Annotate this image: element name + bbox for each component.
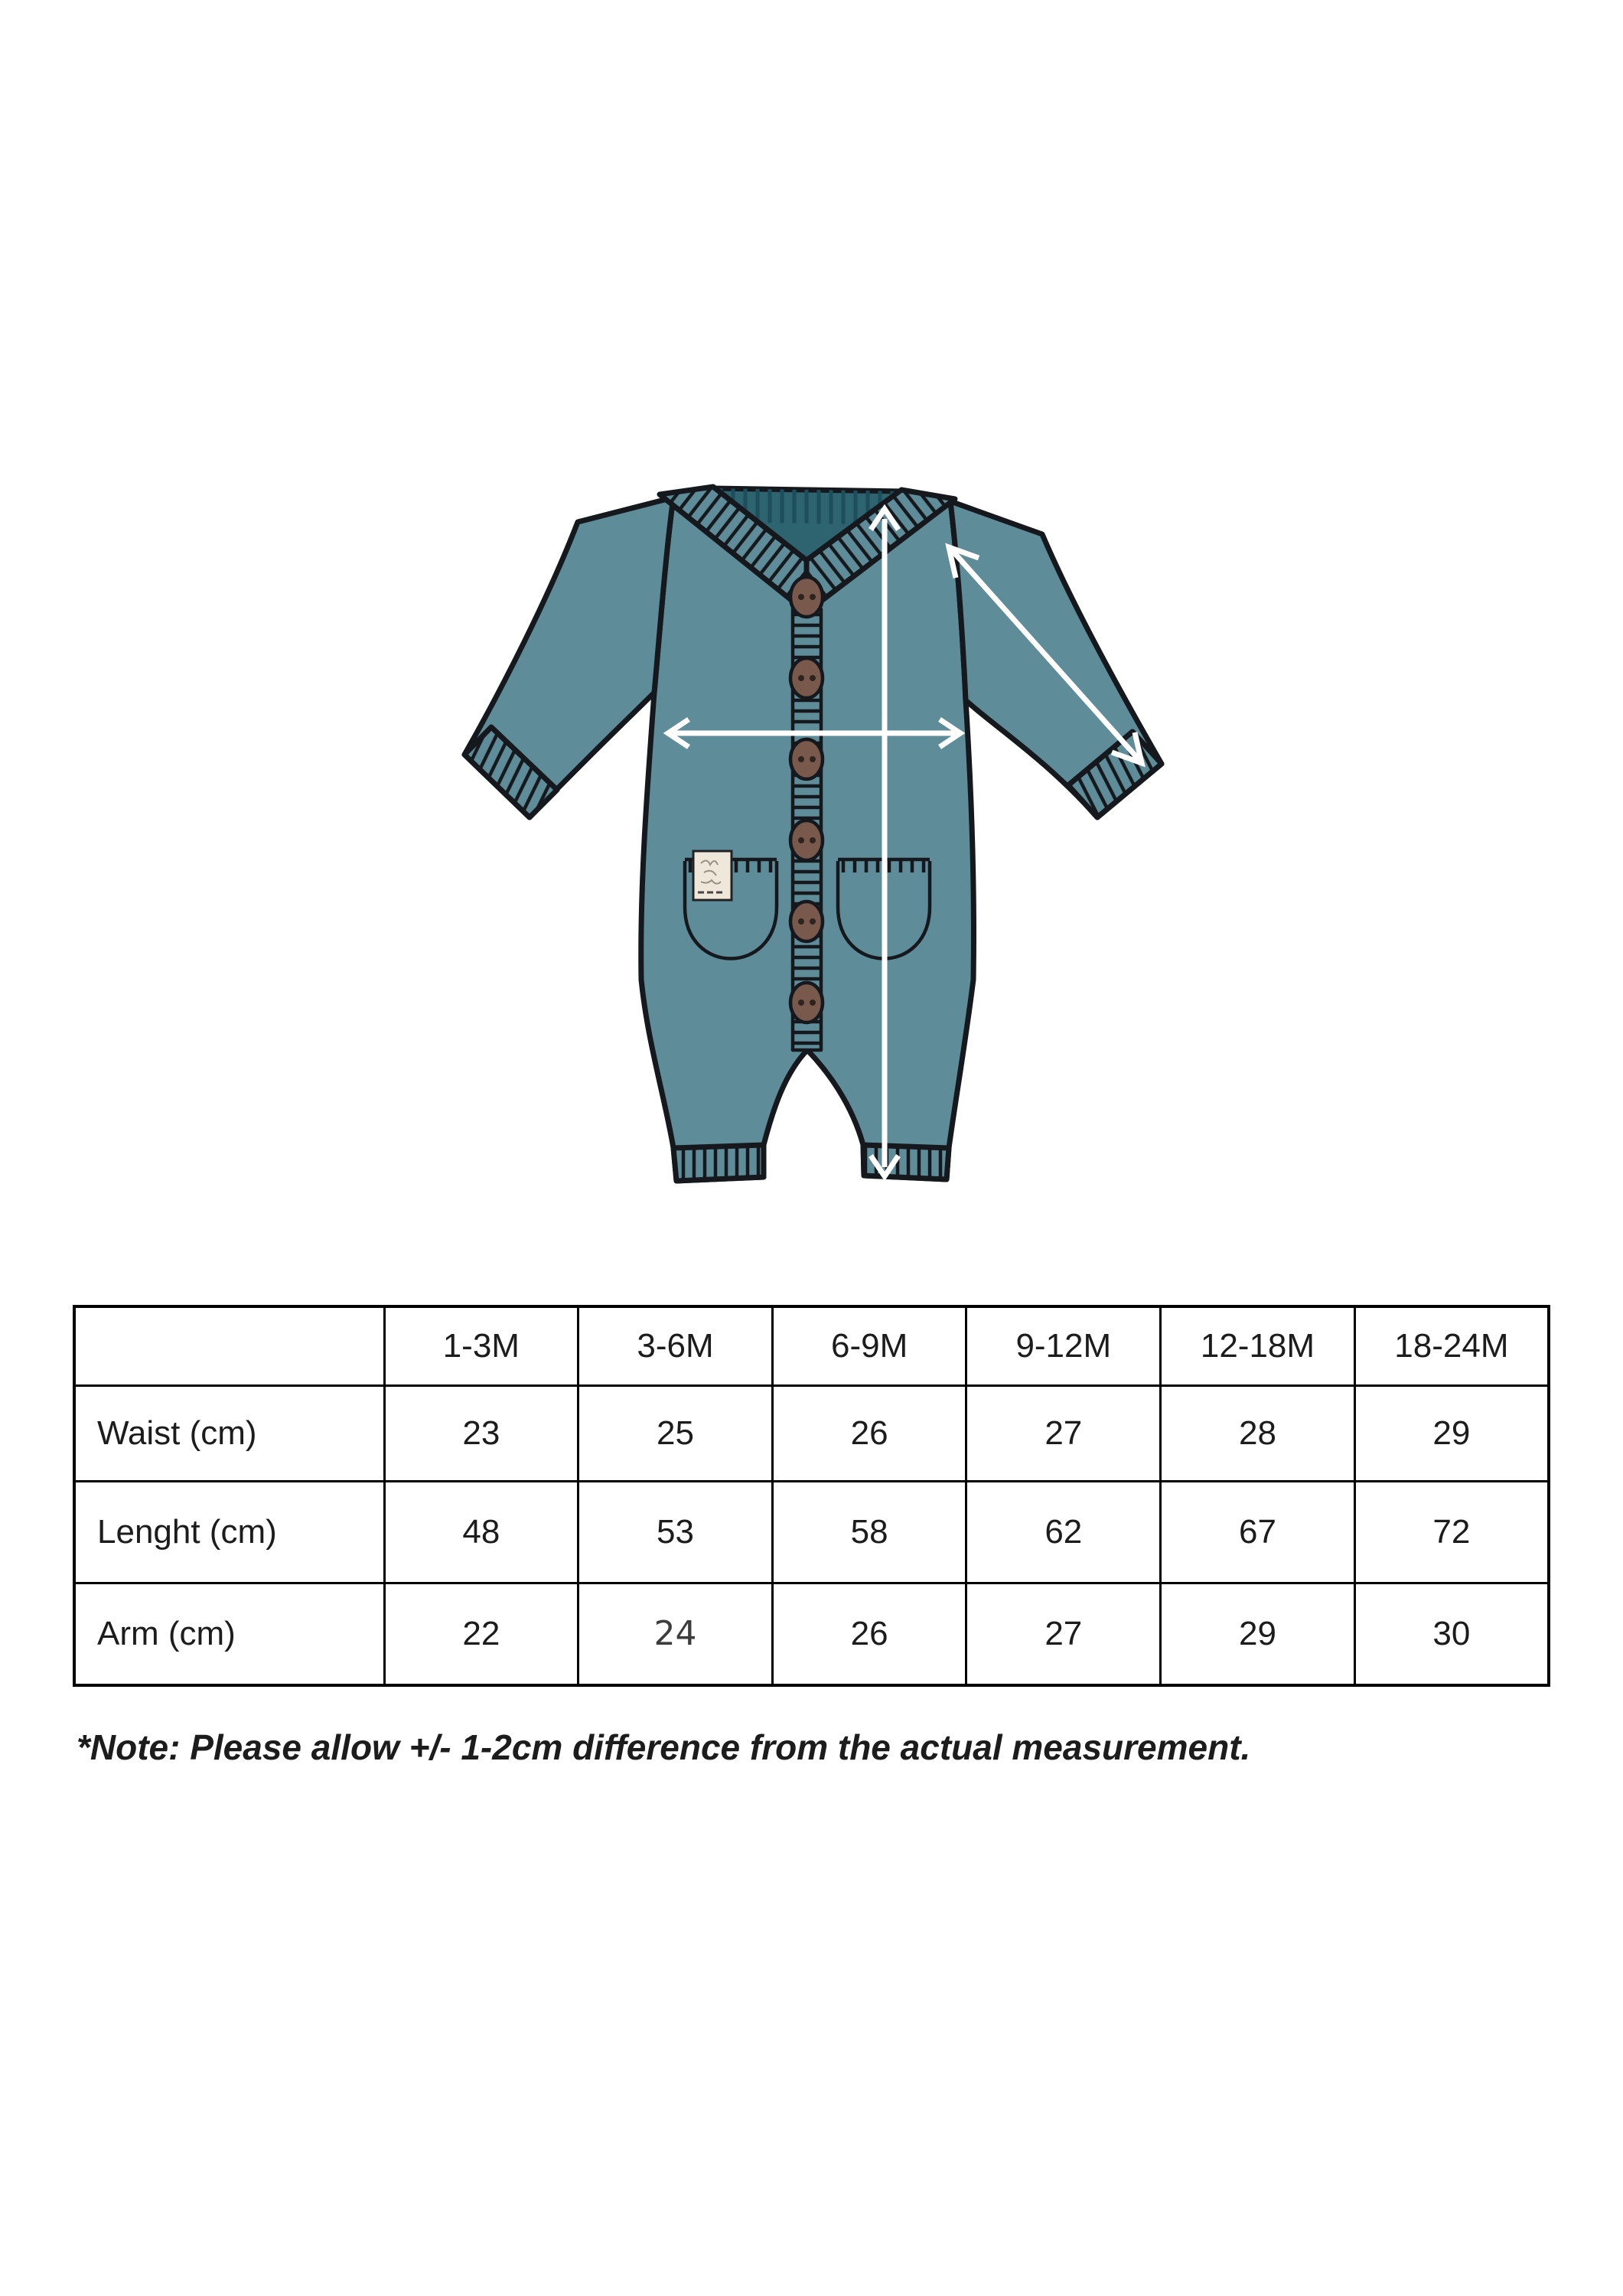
value-length-12-18m: 67 [1161, 1481, 1355, 1583]
table-row-arm [74, 1583, 1549, 1685]
table-row-waist [74, 1385, 1549, 1481]
size-column-header-9-12m: 9-12M [966, 1306, 1161, 1385]
size-column-header-3-6m: 3-6M [578, 1306, 773, 1385]
row-label-waist: Waist (cm) [74, 1385, 384, 1481]
button [790, 983, 823, 1022]
button [790, 739, 823, 779]
romper-illustration [421, 459, 1201, 1225]
header-row [74, 1306, 1549, 1385]
value-arm-6-9m: 26 [772, 1583, 966, 1685]
value-arm-18-24m: 30 [1354, 1583, 1549, 1685]
row-label-arm: Arm (cm) [74, 1583, 384, 1685]
corner-cell [74, 1306, 384, 1385]
ankle-band-left [673, 1145, 764, 1181]
value-waist-18-24m: 29 [1354, 1385, 1549, 1481]
value-length-3-6m: 53 [578, 1481, 773, 1583]
value-waist-3-6m: 25 [578, 1385, 773, 1481]
value-arm-3-6m: 24 [578, 1583, 773, 1685]
value-arm-1-3m: 22 [384, 1583, 578, 1685]
table-row-length [74, 1481, 1549, 1583]
size-column-header-1-3m: 1-3M [384, 1306, 578, 1385]
size-chart-table [73, 1305, 1550, 1687]
value-length-9-12m: 62 [966, 1481, 1161, 1583]
row-label-length: Lenght (cm) [74, 1481, 384, 1583]
button [790, 658, 823, 698]
button [790, 577, 823, 617]
care-label [693, 851, 732, 900]
size-column-header-12-18m: 12-18M [1161, 1306, 1355, 1385]
value-length-18-24m: 72 [1354, 1481, 1549, 1583]
button [790, 820, 823, 860]
value-length-1-3m: 48 [384, 1481, 578, 1583]
measurement-note: *Note: Please allow +/- 1-2cm difference from the actual measurement. [77, 1727, 1251, 1767]
value-waist-9-12m: 27 [966, 1385, 1161, 1481]
value-waist-1-3m: 23 [384, 1385, 578, 1481]
value-waist-6-9m: 26 [772, 1385, 966, 1481]
value-waist-12-18m: 28 [1161, 1385, 1355, 1481]
button [790, 902, 823, 941]
size-column-header-6-9m: 6-9M [772, 1306, 966, 1385]
value-length-6-9m: 58 [772, 1481, 966, 1583]
value-arm-9-12m: 27 [966, 1583, 1161, 1685]
value-arm-12-18m: 29 [1161, 1583, 1355, 1685]
size-column-header-18-24m: 18-24M [1354, 1306, 1549, 1385]
